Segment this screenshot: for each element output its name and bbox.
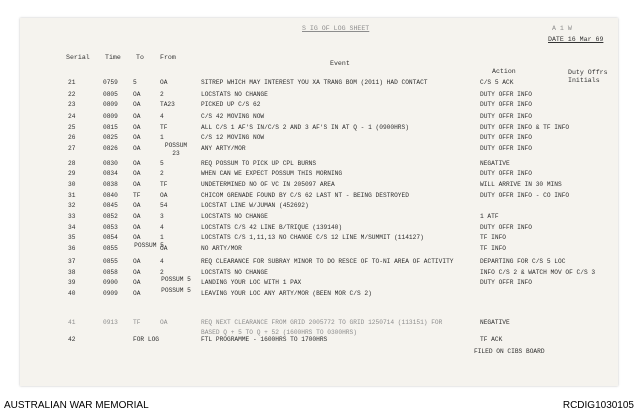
cell-event: UNDETERMINED NO OF VC IN 205097 AREA (201, 181, 335, 188)
cell-serial: 30 (68, 181, 76, 188)
cell-to: OA (133, 101, 141, 108)
cell-to: OA (133, 113, 141, 120)
cell-serial: 22 (68, 91, 76, 98)
cell-serial: 35 (68, 234, 76, 241)
cell-event: WHEN CAN WE EXPECT POSSUM THIS MORNING (201, 170, 343, 177)
cell-time: 0815 (103, 124, 118, 131)
cell-serial: 29 (68, 170, 76, 177)
cell-time: 0909 (103, 290, 118, 297)
cell-action: DUTY OFFR INFO (480, 113, 532, 120)
cell-from: 3 (160, 213, 164, 220)
cell-to: TF (133, 319, 141, 326)
cell-serial: 27 (68, 145, 76, 152)
cell-event: LOCSTATS NO CHANGE (201, 213, 268, 220)
cell-event: REQ POSSUM TO PICK UP CPL BURNS (201, 160, 317, 167)
cell-serial: 41 (68, 319, 76, 326)
cell-action: DUTY OFFR INFO (480, 134, 532, 141)
cell-event: ANY ARTY/MOR (201, 145, 246, 152)
cell-from: TA23 (160, 101, 175, 108)
cell-action: DUTY OFFR INFO (480, 170, 532, 177)
cell-time: 0840 (103, 192, 118, 199)
cell-event: CHICOM GRENADE FOUND BY C/S 62 LAST NT - BEING DESTROYED (201, 192, 409, 199)
archive-footer (0, 395, 640, 417)
cell-time: 0759 (103, 79, 118, 86)
cell-to: OA (133, 91, 141, 98)
cell-time: 0809 (103, 101, 118, 108)
cell-serial: 26 (68, 134, 76, 141)
cell-event: REQ NEXT CLEARANCE FROM GRID 2005772 TO GRID 1250714 (113151) FOR (201, 319, 443, 326)
cell-event: LOCSTAT LINE W/JUMAN (452692) (201, 202, 309, 209)
cell-action: DUTY OFFR INFO (480, 101, 532, 108)
cell-event: C/S 12 MOVING NOW (201, 134, 265, 141)
cell-serial: 31 (68, 192, 76, 199)
cell-event: FTL PROGRAMME - 1600HRS TO 1700HRS (201, 336, 328, 343)
cell-to: OA (133, 234, 141, 241)
cell-event: LOCSTATS C/S 42 LINE B/TRIQUE (139140) (201, 224, 343, 231)
cell-event-continued: BASED Q + 5 TO Q + 52 (1600HRS TO 0300HRS) (201, 329, 357, 336)
cell-to: OA (133, 224, 141, 231)
cell-to: OA (133, 145, 141, 152)
col-header-event: Event (330, 60, 350, 67)
cell-from: 4 (160, 224, 164, 231)
col-header-from: From (160, 54, 176, 61)
cell-to: OA (133, 258, 141, 265)
cell-to: FOR LOG (133, 336, 159, 343)
col-header-action: Action (492, 68, 516, 75)
cell-time: 0854 (103, 234, 118, 241)
cell-action: INFO C/S 2 & WATCH MOV OF C/S 3 (480, 269, 596, 276)
cell-action: DUTY OFFR INFO - CO INFO (480, 192, 570, 199)
cell-time: 0809 (103, 113, 118, 120)
cell-time: 0853 (103, 224, 118, 231)
cell-serial: 34 (68, 224, 76, 231)
cell-action: DEPARTING FOR C/S 5 LOC (480, 258, 566, 265)
cell-action: NEGATIVE (480, 160, 510, 167)
col-header-time: Time (105, 54, 121, 61)
cell-from: 54 (160, 202, 168, 209)
log-sheet-paper (20, 18, 618, 386)
cell-serial: 38 (68, 269, 76, 276)
cell-from: 5 (160, 160, 164, 167)
cell-serial: 40 (68, 290, 76, 297)
cell-time: 0830 (103, 160, 118, 167)
cell-from: POSSUM 5 (161, 276, 191, 283)
cell-serial: 32 (68, 202, 76, 209)
cell-from: 2 (160, 91, 164, 98)
col-header-serial: Serial (66, 54, 90, 61)
cell-to: OA (133, 134, 141, 141)
cell-from: OA (160, 79, 168, 86)
cell-time: 0805 (103, 91, 118, 98)
col-header-to: To (136, 54, 144, 61)
cell-action: DUTY OFFR INFO (480, 224, 532, 231)
cell-to: OA (133, 170, 141, 177)
cell-to: OA (133, 181, 141, 188)
cell-to: OA (133, 124, 141, 131)
cell-time: 0852 (103, 213, 118, 220)
cell-from: OA (160, 245, 168, 252)
cell-from: 1 (160, 234, 164, 241)
cell-from: TF (160, 124, 168, 131)
footer-reference: RCDIG1030105 (562, 400, 634, 411)
cell-to: POSSUM 5 (134, 242, 164, 249)
cell-serial: 36 (68, 245, 76, 252)
cell-event: LOCSTATS C/S 1,11,13 NO CHANGE C/S 12 LINE M/SUMMIT (114127) (201, 234, 424, 241)
cell-action: NEGATIVE (480, 319, 510, 326)
cell-time: 0913 (103, 319, 118, 326)
cell-to: TF (133, 192, 141, 199)
footer-institution: AUSTRALIAN WAR MEMORIAL (4, 400, 149, 411)
cell-to: OA (133, 202, 141, 209)
cell-from: 2 (160, 269, 164, 276)
cell-from: POSSUM 5 (161, 287, 191, 294)
cell-time: 0858 (103, 269, 118, 276)
cell-event: LEAVING YOUR LOC ANY ARTY/MOR (BEEN MOR C/S 2) (201, 290, 372, 297)
cell-event: NO ARTY/MOR (201, 245, 242, 252)
cell-time: 0855 (103, 258, 118, 265)
cell-action: TF INFO (480, 245, 506, 252)
cell-to: OA (133, 269, 141, 276)
cell-from: 4 (160, 113, 164, 120)
cell-time: 0855 (103, 245, 118, 252)
cell-event: C/S 42 MOVING NOW (201, 113, 265, 120)
cell-from: 2 (160, 170, 164, 177)
cell-event: LANDING YOUR LOC WITH 1 PAX (201, 279, 302, 286)
cell-event: ALL C/S 1 AF'S IN/C/S 2 AND 3 AF'S IN AT Q - 1 (0900HRS) (201, 124, 409, 131)
cell-to: OA (133, 290, 141, 297)
cell-serial: 39 (68, 279, 76, 286)
cell-action: DUTY OFFR INFO (480, 145, 532, 152)
cell-serial: 42 (68, 336, 76, 343)
page-ref: A 1 W (552, 25, 572, 32)
cell-time: 0838 (103, 181, 118, 188)
cell-event: PICKED UP C/S 62 (201, 101, 261, 108)
date-line: DATE 16 Mar 69 (548, 36, 604, 43)
extra-action-note: FILED ON CIBS BOARD (474, 348, 545, 355)
cell-to: OA (133, 213, 141, 220)
cell-from: OA (160, 319, 168, 326)
cell-time: 0825 (103, 134, 118, 141)
cell-from: POSSUM 23 (164, 142, 188, 157)
cell-from: TF (160, 181, 168, 188)
cell-serial: 28 (68, 160, 76, 167)
cell-time: 0845 (103, 202, 118, 209)
cell-action: C/S 5 ACK (480, 79, 514, 86)
cell-event: LOCSTATS NO CHANGE (201, 269, 268, 276)
cell-action: WILL ARRIVE IN 30 MINS (480, 181, 562, 188)
cell-time: 0834 (103, 170, 118, 177)
cell-action: TF ACK (480, 336, 503, 343)
cell-serial: 23 (68, 101, 76, 108)
cell-serial: 21 (68, 79, 76, 86)
col-header-duty-offr: Duty Offrs Initials (568, 69, 608, 84)
cell-action: DUTY OFFR INFO (480, 91, 532, 98)
cell-serial: 24 (68, 113, 76, 120)
cell-action: TF INFO (480, 234, 506, 241)
cell-serial: 25 (68, 124, 76, 131)
cell-from: 4 (160, 258, 164, 265)
cell-event: SITREP WHICH MAY INTEREST YOU XA TRANG BOM (2011) HAD CONTACT (201, 79, 428, 86)
cell-from: 1 (160, 134, 164, 141)
cell-to: 5 (133, 79, 137, 86)
cell-from: OA (160, 192, 168, 199)
cell-action: DUTY OFFR INFO & TF INFO (480, 124, 570, 131)
cell-event: LOCSTATS NO CHANGE (201, 91, 268, 98)
cell-action: 1 ATF (480, 213, 499, 220)
sheet-title: S IG OF LOG SHEET (302, 25, 370, 32)
cell-serial: 33 (68, 213, 76, 220)
cell-to: OA (133, 160, 141, 167)
cell-time: 0900 (103, 279, 118, 286)
cell-to: OA (133, 279, 141, 286)
cell-action: DUTY OFFR INFO (480, 279, 532, 286)
cell-time: 0826 (103, 145, 118, 152)
cell-event: REQ CLEARANCE FOR SUBRAY MINOR TO DO RESCE OF TO-NI AREA OF ACTIVITY (201, 258, 454, 265)
cell-serial: 37 (68, 258, 76, 265)
